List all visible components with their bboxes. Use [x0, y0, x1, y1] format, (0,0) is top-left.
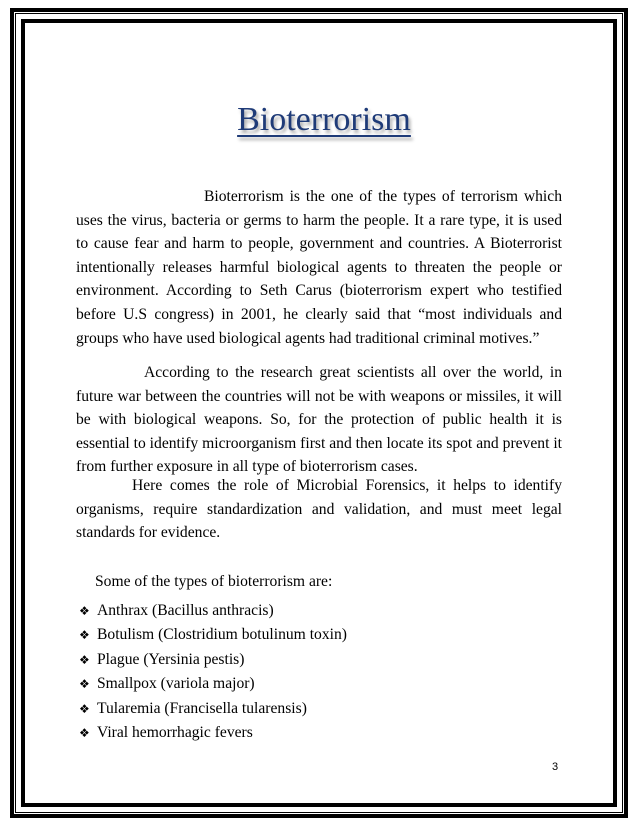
- list-intro: Some of the types of bioterrorism are:: [95, 573, 333, 590]
- page-title-wrapper: [0, 101, 638, 139]
- list-item: [79, 648, 347, 672]
- diamond-bullet-icon: ❖: [79, 652, 90, 667]
- page-title: Bioterrorism: [237, 101, 411, 138]
- list-item-label: Smallpox (variola major): [97, 675, 255, 693]
- page-number: 3: [552, 761, 559, 773]
- diamond-bullet-icon: ❖: [79, 604, 90, 618]
- paragraph-2: According to the research great scientists all over the world, in future war between the countries will not be with weapons or missiles, it will be with biological weapons. So, for the protection of public health it is essential to identify microorganism first and then locate its spot and prevent it from further exposure in all type of bioterrorism cases.: [76, 364, 562, 476]
- diamond-bullet-icon: ❖: [79, 701, 90, 716]
- paragraph-1: Bioterrorism is the one of the types of terrorism which uses the virus, bacteria or germs to harm the people. It a rare type, it is used to cause fear and harm to people, government and countries. A Bioterrorist intentionally releases harmful biological agents to threaten the people or environment. According to Seth Carus (bioterrorism expert who testified before U.S congress) in 2001, he clearly said that “most individuals and groups who have used biological agents had traditional criminal motives.”: [76, 188, 562, 347]
- paragraph-3: Here comes the role of Microbial Forensics, it helps to identify organisms, require standardization and validation, and must meet legal standards for evidence.: [76, 477, 562, 542]
- list-item-label: Plague (Yersinia pestis): [97, 650, 245, 668]
- list-item-label: Tularemia (Francisella tularensis): [97, 699, 307, 717]
- list-item-label: Anthrax (Bacillus anthracis): [97, 602, 274, 619]
- list-item: [79, 721, 347, 745]
- list-item: [79, 623, 347, 647]
- bioterrorism-types-list: [79, 599, 347, 745]
- list-item: [79, 599, 347, 623]
- list-item-label: Botulism (Clostridium botulinum toxin): [97, 626, 347, 644]
- diamond-bullet-icon: ❖: [79, 628, 90, 643]
- list-item-label: Viral hemorrhagic fevers: [97, 724, 253, 742]
- list-item: [79, 672, 347, 696]
- diamond-bullet-icon: ❖: [79, 726, 90, 741]
- list-item: [79, 697, 347, 721]
- diamond-bullet-icon: ❖: [79, 677, 90, 692]
